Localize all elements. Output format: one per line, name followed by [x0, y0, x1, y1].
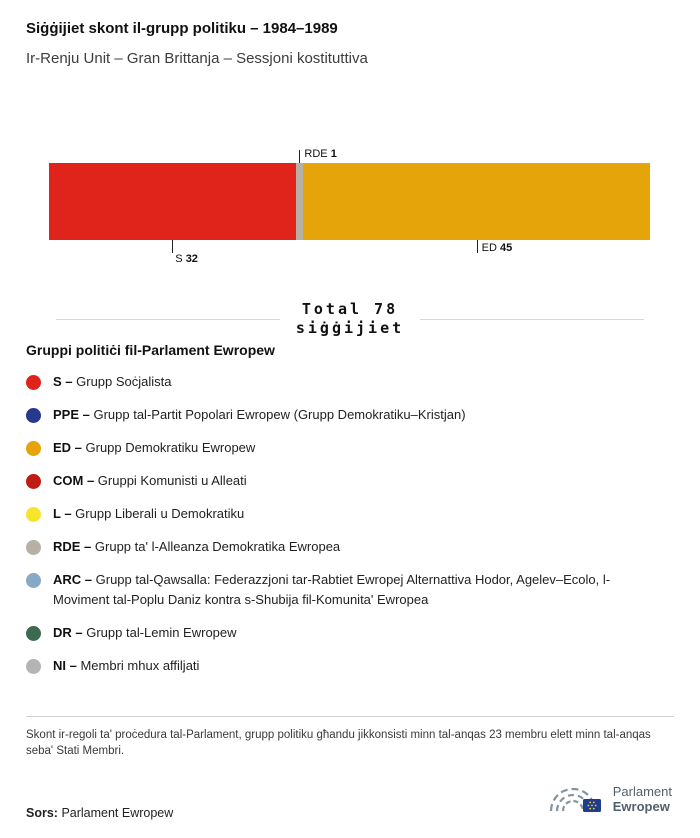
legend-dot [26, 626, 41, 641]
callout-ed-label [482, 242, 513, 254]
legend-description: Grupp tal-Qawsalla: Federazzjoni tar-Rabtiet Ewropej Alternattiva Hodor, Agelev–Ecolo, l-Moviment tal-Poplu Daniz kontra s-Shubija fil-Komunita' Ewropea [53, 572, 611, 607]
legend-item-com [26, 471, 666, 491]
source-line [26, 806, 173, 820]
total-rule-right [420, 319, 644, 320]
footer-divider [26, 716, 674, 717]
callout-rde-label [304, 148, 336, 160]
logo-text [613, 784, 672, 814]
legend-label [53, 504, 244, 524]
seats-chart [49, 148, 650, 273]
total-block [0, 300, 700, 338]
legend-abbr: COM – [53, 473, 98, 488]
total-label: Total 78 [301, 300, 399, 318]
callout-rde-line [299, 150, 300, 163]
legend-abbr: PPE – [53, 407, 94, 422]
european-parliament-logo [541, 782, 672, 816]
legend-abbr: ARC – [53, 572, 96, 587]
legend-description: Grupp tal-Partit Popolari Ewropew (Grupp Demokratiku–Kristjan) [93, 407, 466, 422]
callout-ed-line [477, 240, 478, 253]
source-value: Parlament Ewropew [61, 806, 174, 820]
legend-item-l [26, 504, 666, 524]
legend-abbr: NI – [53, 658, 81, 673]
source-label: Sors: [26, 806, 58, 820]
footnote: Skont ir-regoli ta' proċedura tal-Parlament, grupp politiku għandu jikkonsisti minn tal-anqas 23 membru elett minn tal-anqas seba' Stati Membri. [26, 729, 651, 757]
legend-label [53, 438, 255, 458]
callout-s-label [175, 253, 198, 265]
legend-label [53, 405, 466, 425]
legend-description: Membri mhux affiljati [80, 658, 200, 673]
legend-item-ni [26, 656, 666, 676]
callout-rde-name: RDE [304, 148, 328, 160]
legend-dot [26, 441, 41, 456]
callout-rde-value: 1 [330, 148, 337, 160]
logo-text-line2: Ewropew [612, 799, 670, 814]
legend-list [26, 372, 666, 689]
legend-dot [26, 375, 41, 390]
legend-description: Grupp Demokratiku Ewropew [85, 440, 256, 455]
legend-item-arc [26, 570, 666, 610]
legend-dot [26, 540, 41, 555]
total-text [296, 300, 404, 338]
callout-ed-value: 45 [499, 242, 513, 254]
legend-abbr: S – [53, 374, 77, 389]
callout-s-line [172, 240, 173, 253]
bar-segment-RDE [296, 163, 304, 240]
callout-s-value: 32 [185, 253, 198, 265]
legend-description: Grupp Soċjalista [76, 374, 172, 389]
page-subtitle: Ir-Renju Unit – Gran Brittanja – Sessjoni kostituttiva [26, 50, 368, 67]
legend-item-s [26, 372, 666, 392]
legend-item-ed [26, 438, 666, 458]
hemicycle-icon [541, 782, 605, 816]
bar-segment-S [49, 163, 296, 240]
legend-abbr: RDE – [53, 539, 95, 554]
logo-text-line1: Parlament [612, 784, 672, 799]
legend-dot [26, 474, 41, 489]
legend-dot [26, 507, 41, 522]
legend-item-rde [26, 537, 666, 557]
legend-dot [26, 408, 41, 423]
legend-description: Grupp Liberali u Demokratiku [75, 506, 245, 521]
legend-abbr: DR – [53, 625, 87, 640]
legend-dot [26, 659, 41, 674]
callout-s-name: S [175, 253, 183, 265]
legend-description: Gruppi Komunisti u Alleati [97, 473, 247, 488]
legend-item-ppe [26, 405, 666, 425]
legend-heading: Gruppi politiċi fil-Parlament Ewropew [26, 342, 275, 358]
legend-item-dr [26, 623, 666, 643]
legend-abbr: L – [53, 506, 76, 521]
bar-segment-ED [303, 163, 650, 240]
legend-description: Grupp tal-Lemin Ewropew [86, 625, 237, 640]
legend-label [53, 372, 172, 392]
total-rule-left [56, 319, 280, 320]
stacked-bar [49, 163, 650, 240]
legend-label [53, 537, 340, 557]
legend-label [53, 570, 660, 610]
callout-ed-name: ED [481, 242, 497, 254]
legend-dot [26, 573, 41, 588]
total-sublabel: siġġijiet [295, 319, 405, 337]
page-title: Siġġijiet skont il-grupp politiku – 1984–1989 [26, 20, 338, 37]
legend-label [53, 656, 199, 676]
legend-abbr: ED – [53, 440, 86, 455]
legend-description: Grupp ta' l-Alleanza Demokratika Ewropea [94, 539, 341, 554]
eu-flag-icon [583, 799, 601, 812]
legend-label [53, 623, 237, 643]
legend-label [53, 471, 247, 491]
